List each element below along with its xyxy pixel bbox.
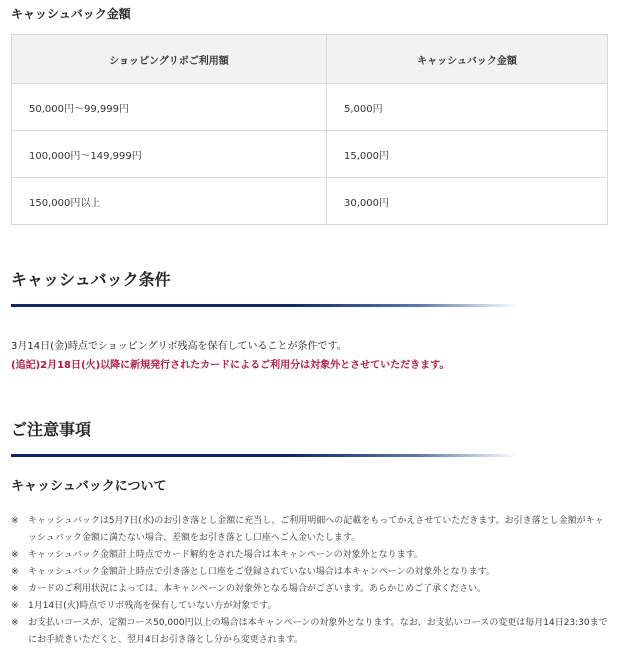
list-item (11, 547, 611, 564)
notes-list (11, 513, 611, 649)
cashback-table (11, 34, 608, 225)
cashback-amount-cell: 5,000円 (327, 84, 608, 131)
list-item (11, 564, 611, 581)
cashback-notes-subheading: キャッシュバックについて (11, 479, 167, 494)
list-item (11, 581, 611, 598)
conditions-heading-rule (11, 304, 518, 307)
table-header-row (12, 35, 608, 84)
list-item (11, 513, 611, 547)
table-row (12, 178, 608, 225)
note-mark: ※ (11, 584, 19, 594)
list-item (11, 615, 611, 649)
note-mark: ※ (11, 550, 19, 560)
note-text: キャッシュバック金額計上時点でカード解約をされた場合は本キャンペーンの対象外となります。 (28, 550, 423, 560)
table-row (12, 84, 608, 131)
table-row (12, 131, 608, 178)
notice-heading: ご注意事項 (11, 420, 92, 439)
note-text: 1月14日(火)時点でリボ残高を保有していない方が対象です。 (28, 601, 277, 611)
column-header-cashback: キャッシュバック金額 (327, 35, 608, 84)
note-mark: ※ (11, 601, 19, 611)
note-mark: ※ (11, 567, 19, 577)
note-mark: ※ (11, 618, 19, 628)
conditions-note-red: (追記)2月18日(火)以降に新規発行されたカードによるご利用分は対象外とさせていただきます。 (11, 360, 450, 371)
conditions-text: 3月14日(金)時点でショッピングリボ残高を保有していることが条件です。 (11, 341, 347, 352)
cashback-table-title: キャッシュバック金額 (11, 7, 131, 21)
list-item (11, 598, 611, 615)
note-mark: ※ (11, 516, 19, 526)
column-header-usage: ショッピングリボご利用額 (12, 35, 327, 84)
note-text: キャッシュバック金額計上時点で引き落とし口座をご登録されていない場合は本キャンペーンの対象外となります。 (28, 567, 495, 577)
note-text: キャッシュバックは5月7日(水)のお引き落とし金額に充当し、ご利用明細への記載をもってかえさせていただきます。お引き落とし金額がキャッシュバック金額に満たない場合、差額をお引き落とし口座へご入金いたします。 (28, 516, 604, 543)
cashback-amount-cell: 15,000円 (327, 131, 608, 178)
usage-amount-cell: 50,000円〜99,999円 (12, 84, 327, 131)
note-text: カードのご利用状況によっては、本キャンペーンの対象外となる場合がございます。あらかじめご了承ください。 (28, 584, 487, 594)
usage-amount-cell: 150,000円以上 (12, 178, 327, 225)
note-text: お支払いコースが、定額コース50,000円以上の場合は本キャンペーンの対象外となります。なお、お支払いコースの変更は毎月14日23:30までにお手続きいただくと、翌月4日お引き落とし分から変更されます。 (28, 618, 608, 645)
conditions-heading: キャッシュバック条件 (11, 270, 171, 289)
cashback-amount-cell: 30,000円 (327, 178, 608, 225)
notice-heading-rule (11, 454, 518, 457)
usage-amount-cell: 100,000円〜149,999円 (12, 131, 327, 178)
